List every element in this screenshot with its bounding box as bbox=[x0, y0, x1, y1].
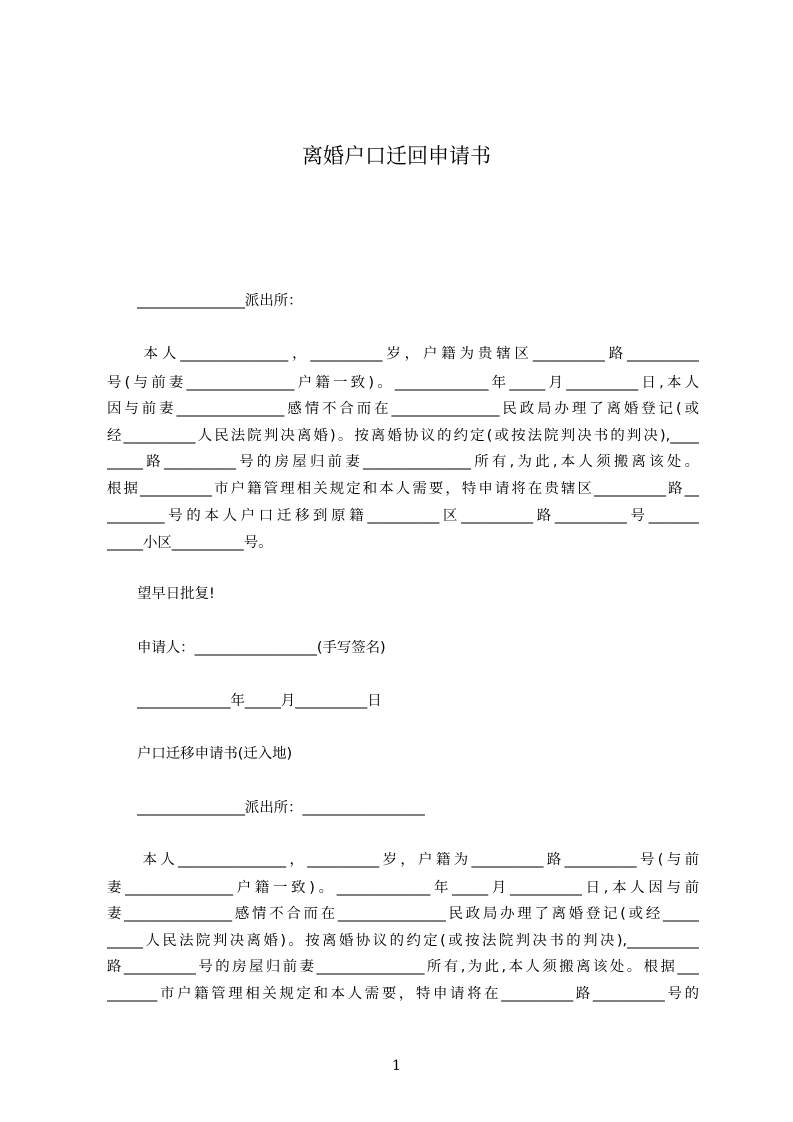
body-line-6: 根据__________市户籍管理相关规定和本人需要，特申请将在贵辖区__________路__ bbox=[107, 481, 699, 497]
approval-request: 望早日批复! bbox=[137, 586, 215, 602]
addressee-line-2: _______________派出所：_________________ bbox=[137, 800, 425, 816]
date-line: _____________年_____月__________日 bbox=[137, 693, 382, 709]
body2-line-4: _____人民法院判决离婚)。按离婚协议的约定(或按法院判决书的判决),__________ bbox=[107, 933, 699, 949]
body-line-5: _____路__________号的房屋归前妻_______________所有,为此,本人须搬离该处。 bbox=[107, 454, 699, 470]
body-line-3: 因与前妻_______________感情不合而在_______________民政局办理了离婚登记(或 bbox=[107, 401, 699, 417]
document-title: 离婚户口迁回申请书 bbox=[302, 144, 491, 168]
body-line-1: 本人_______________，__________岁，户籍为贵辖区__________路__________ bbox=[107, 346, 699, 362]
body2-line-2: 妻_______________户籍一致)。_____________年_____月__________日,本人因与前 bbox=[107, 880, 699, 896]
addressee-line: _______________派出所： bbox=[137, 293, 303, 309]
body2-line-5: 路__________号的房屋归前妻_______________所有,为此,本人须搬离该处。根据___ bbox=[107, 959, 699, 975]
applicant-signature-line: 申请人：_________________(手写签名) bbox=[137, 640, 386, 656]
body-line-4: 经__________人民法院判决离婚)。按离婚协议的约定(或按法院判决书的判决),____ bbox=[107, 428, 699, 444]
body2-line-1: 本人_______________，__________岁，户籍为__________路__________号(与前 bbox=[107, 852, 699, 868]
body2-line-3: 妻_______________感情不合而在_______________民政局办理了离婚登记(或经_____ bbox=[107, 906, 699, 922]
page-number: 1 bbox=[392, 1058, 401, 1074]
body-line-8: _____小区__________号。 bbox=[107, 535, 273, 551]
body-line-7: ________号的本人户口迁移到原籍__________区__________路__________号_______ bbox=[107, 508, 699, 524]
section-heading: 户口迁移申请书(迁入地) bbox=[137, 746, 293, 762]
body2-line-6: _______市户籍管理相关规定和本人需要，特申请将在__________路__________号的 bbox=[107, 986, 699, 1002]
body-line-2: 号(与前妻_______________户籍一致)。_____________年_____月__________日,本人 bbox=[107, 375, 699, 391]
